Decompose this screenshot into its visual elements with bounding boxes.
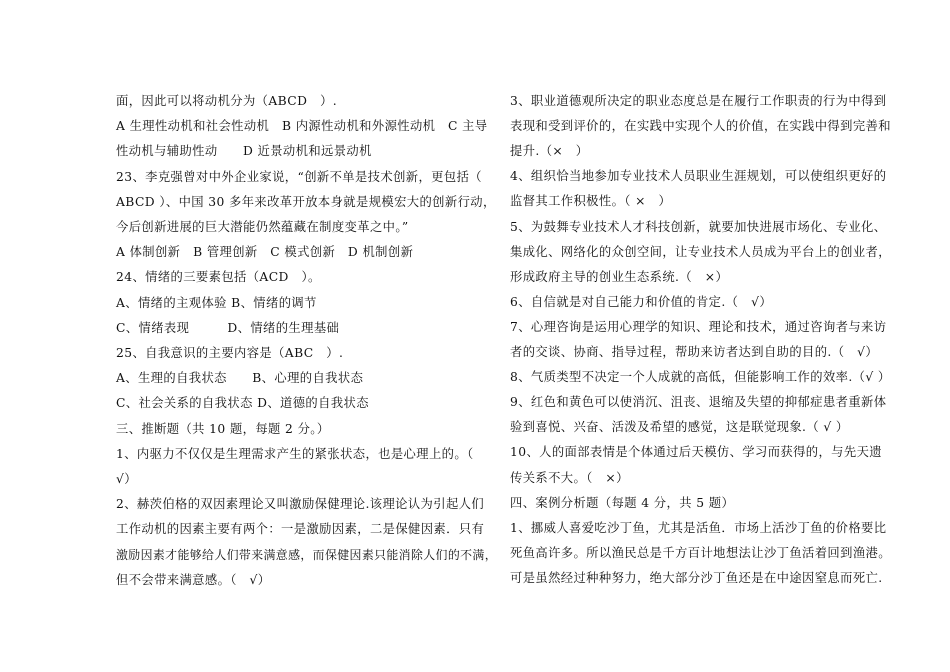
text-line: 提升.（× ）: [510, 144, 589, 159]
text-line: 集成化、网络化的众创空间，让专业技术人员成为平台上的创业者，: [510, 244, 891, 259]
text-line: A、情绪的主观体验 B、情绪的调节: [116, 295, 317, 310]
text-line: 23、李克强曾对中外企业家说，“创新不单是技术创新，更包括（: [116, 169, 482, 184]
text-line: 1、内驱力不仅仅是生理需求产生的紧张状态，也是心理上的。（: [116, 446, 474, 461]
text-line: 24、情绪的三要素包括（ACD ）。: [116, 270, 321, 285]
text-line: 形成政府主导的创业生态系统.（ ×）: [510, 269, 729, 284]
text-line: 传关系不大。（ ×）: [510, 470, 629, 485]
text-line: 25、自我意识的主要内容是（ABC ）.: [116, 346, 344, 360]
text-line: 8、气质类型不决定一个人成就的高低，但能影响工作的效率.（√ ）: [510, 370, 891, 385]
text-line: A 生理性动机和社会性动机 B 内源性动机和外源性动机 C 主导: [116, 119, 488, 134]
text-line: A 体制创新 B 管理创新 C 模式创新 D 机制创新: [116, 245, 414, 260]
text-line: 3、职业道德观所决定的职业态度总是在履行工作职责的行为中得到: [510, 94, 887, 108]
text-line: 表现和受到评价的，在实践中实现个人的价值，在实践中得到完善和: [510, 119, 891, 134]
text-line: 验到喜悦、兴奋、活泼及希望的感觉，这是联觉现象.（ √ ）: [510, 420, 849, 435]
text-line: √）: [116, 472, 137, 486]
text-line: 三、推断题（共 10 题，每题 2 分。）: [116, 421, 330, 436]
text-line: 4、组织恰当地参加专业技术人员职业生涯规划，可以使组织更好的: [510, 169, 887, 184]
text-line: 死鱼高许多。所以渔民总是千方百计地想法让沙丁鱼活着回到渔港。: [510, 545, 891, 560]
text-line: 1、挪威人喜爱吃沙丁鱼，尤其是活鱼．市场上活沙丁鱼的价格要比: [510, 520, 887, 535]
text-line: 今后创新进展的巨大潜能仍然蕴藏在制度变革之中。”: [116, 220, 409, 234]
text-line: 工作动机的因素主要有两个：一是激励因素，二是保健因素．只有: [116, 522, 485, 537]
text-line: C、情绪表现 D、情绪的生理基础: [116, 320, 340, 335]
text-line: 但不会带来满意感。（ √）: [116, 572, 271, 587]
text-line: 面，因此可以将动机分为（ABCD ）.: [116, 94, 338, 108]
text-line: 10、人的面部表情是个体通过后天模仿、学习而获得的，与先天遗: [510, 445, 882, 460]
text-line: ABCD ）、中国 30 多年来改革开放本身就是规模宏大的创新行动，: [116, 194, 496, 209]
text-line: 2、赫茨伯格的双因素理论又叫激励保健理论.该理论认为引起人们: [116, 497, 485, 512]
text-line: C、社会关系的自我状态 D、道德的自我状态: [116, 396, 369, 411]
text-line: A、生理的自我状态 B、心理的自我状态: [116, 371, 364, 386]
text-line: 者的交谈、协商、指导过程，帮助来访者达到自助的目的.（ √）: [510, 345, 879, 359]
text-line: 7、心理咨询是运用心理学的知识、理论和技术，通过咨询者与来访: [510, 319, 887, 334]
text-line: 9、红色和黄色可以使消沉、沮丧、退缩及失望的抑郁症患者重新体: [510, 395, 887, 410]
text-line: 监督其工作积极性。（ × ）: [510, 194, 672, 209]
text-line: 5、为鼓舞专业技术人才科技创新，就要加快进展市场化、专业化、: [510, 219, 887, 234]
text-line: 激励因素才能够给人们带来满意感，而保健因素只能消除人们的不满，: [116, 547, 498, 562]
text-line: 四、案例分析题（每题 4 分，共 5 题）: [510, 495, 735, 510]
text-line: 可是虽然经过种种努力，绝大部分沙丁鱼还是在中途因窒息而死亡.: [510, 570, 883, 585]
text-line: 性动机与辅助性动 D 近景动机和远景动机: [116, 144, 372, 159]
text-line: 6、自信就是对自己能力和价值的肯定.（ √）: [510, 294, 773, 309]
